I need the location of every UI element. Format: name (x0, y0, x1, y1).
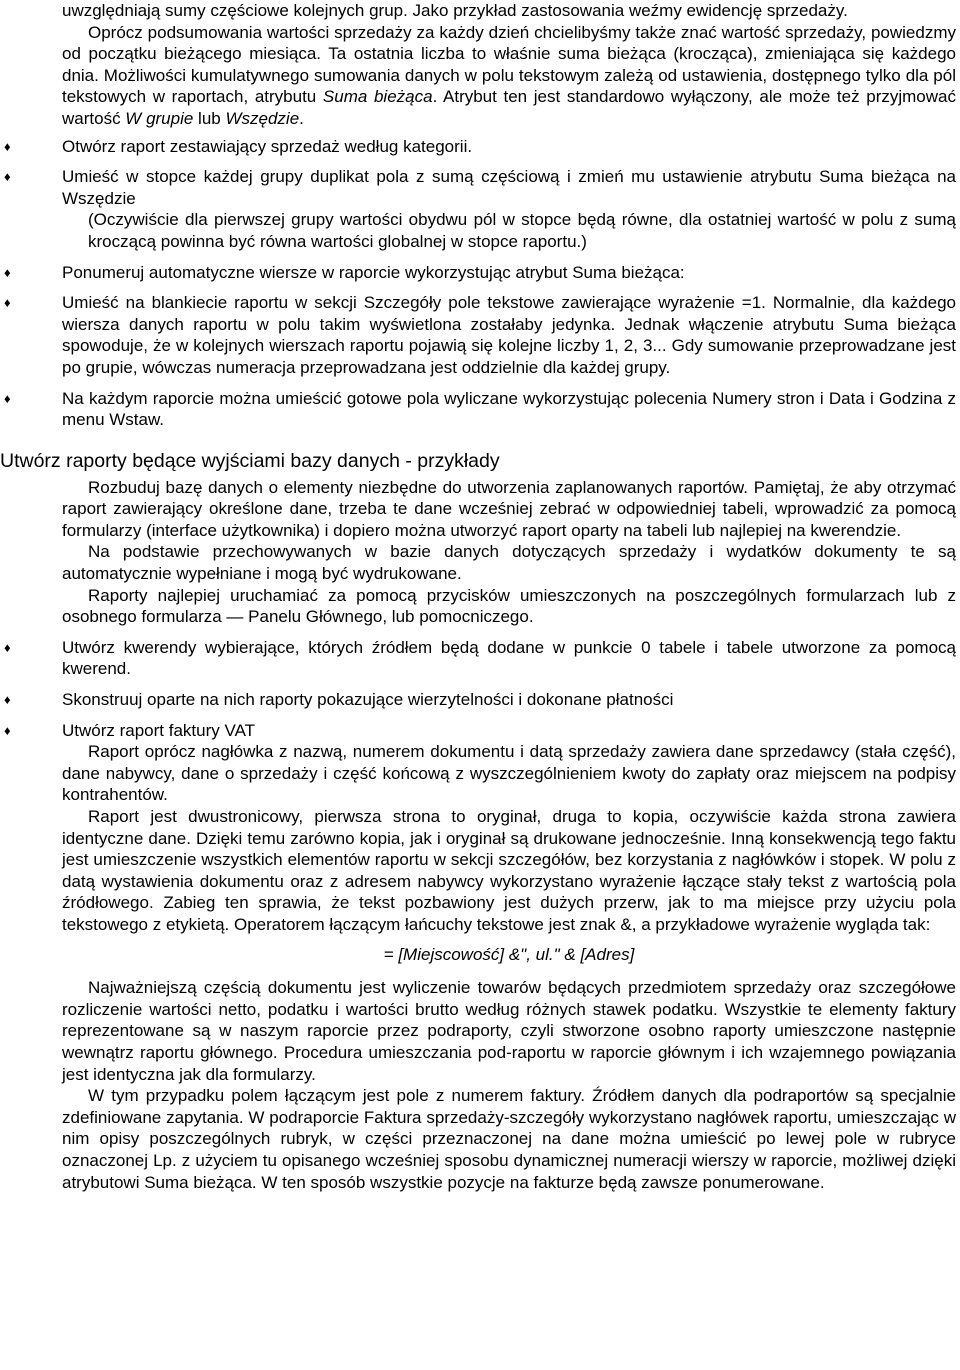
bullet-item-2-note: (Oczywiście dla pierwszej grupy wartości obydwu pól w stopce będą równe, dla ostatniej wartość w polu z sumą kroczącą powinna być równa wartości globalnej w stopce raportu.) (88, 210, 956, 251)
invoice-paragraph-1: Raport oprócz nagłówka z nazwą, numerem dokumentu i datą sprzedaży zawiera dane sprzedawcy (stała część), dane nabywcy, dane o sprzedaży i część końcową z wyszczególnieniem kwoty do zapłaty oraz miejscem na podpisy kontrahentów. (62, 742, 956, 805)
intro-paragraph-2 (62, 22, 956, 130)
section-paragraph-3: Raporty najlepiej uruchamiać za pomocą przycisków umieszczonych na poszczególnych formularzach lub z osobnego formularza — Panelu Głównego, lub pomocniczego. (62, 585, 956, 627)
value-wszedzie: Wszędzie (225, 108, 300, 128)
intro-text-mid: . Atrybut ten jest standardowo wyłączony, ale może też przyjmować wartość (62, 87, 956, 128)
expression-example: = [Miejscowość] &", ul." & [Adres] (383, 944, 635, 964)
bullet-item-7: ♦ Skonstruuj oparte na nich raporty pokazujące wierzytelności i dokonane płatności (62, 689, 956, 711)
bullet-item-1: ♦ Otwórz raport zestawiający sprzedaż według kategorii. (62, 136, 956, 158)
bullet-item-4: ♦ Umieść na blankiecie raportu w sekcji Szczegóły pole tekstowe zawierające wyrażenie =1. Normalnie, dla każdego wiersza danych raportu w polu takim wyświetlona zostałaby jedynka. Jednak włączenie atrybutu Suma bieżąca spowoduje, że w kolejnych wierszach raportu pojawią się kolejne liczby 1, 2, 3... Gdy sumowanie przeprowadzane jest po grupie, wówczas numeracja przeprowadzana jest oddzielnie dla każdej grupy. (62, 292, 956, 378)
section-heading: Utwórz raporty będące wyjściami bazy danych - przykłady (0, 449, 500, 472)
bullet-item-8: ♦ Utwórz raport faktury VAT (62, 720, 956, 742)
intro-text-end: . (299, 108, 304, 128)
attr-suma-biezaca: Suma bieżąca (322, 87, 433, 107)
bullet-item-3: ♦ Ponumeruj automatyczne wiersze w raporcie wykorzystując atrybut Suma bieżąca: (62, 262, 956, 284)
value-w-grupie: W grupie (125, 108, 194, 128)
bullet-item-5: ♦ Na każdym raporcie można umieścić gotowe pola wyliczane wykorzystując polecenia Numery stron i Data i Godzina z menu Wstaw. (62, 388, 956, 431)
invoice-paragraph-4: W tym przypadku polem łączącym jest pole z numerem faktury. Źródłem danych dla podraportów są specjalnie zdefiniowane zapytania. W podraporcie Faktura sprzedaży-szczegóły wykorzystano nagłówek raportu, umieszczając w nim opisy poszczególnych rubryk, w części przeznaczonej na dane można umieścić po lewej pole w rubryce oznaczonej Lp. z użyciem tu opisanego wcześniej sposobu dynamicznej numeracji wierszy w raporcie, możliwej dzięki atrybutowi Suma bieżąca. W ten sposób wszystkie pozycje na fakturze będą zawsze ponumerowane. (62, 1086, 956, 1192)
intro-paragraph-1: uwzględniają sumy częściowe kolejnych grup. Jako przykład zastosowania weźmy ewidencję sprzedaży. (62, 1, 848, 20)
bullet-item-6: ♦ Utwórz kwerendy wybierające, których źródłem będą dodane w punkcie 0 tabele i tabele utworzone za pomocą kwerend. (62, 637, 956, 680)
intro-text: Oprócz podsumowania wartości sprzedaży za każdy dzień chcielibyśmy także znać wartość sprzedaży, powiedzmy od początku bieżącego miesiąca. Ta ostatnia liczba to właśnie suma bieżąca (krocząca), zmieniająca się każdego dnia. Możliwości kumulatywnego sumowania danych w polu tekstowym zależą od ustawienia, dostępnego tylko dla pól tekstowych w raportach, atrybutu (62, 22, 956, 107)
invoice-paragraph-2: Raport jest dwustronicowy, pierwsza strona to oryginał, druga to kopia, oczywiście każda strona zawiera identyczne dane. Dzięki temu zarówno kopia, jak i oryginał są drukowane jednocześnie. Inną konsekwencją tego faktu jest umieszczenie wszystkich elementów raportu w sekcji szczegółów, bez korzystania z nagłówków i stopek. W polu z datą wystawienia dokumentu oraz z adresem nabywcy wykorzystano wyrażenie łączące stały tekst z wartością pola źródłowego. Zabieg ten sprawia, że tekst pozbawiony jest dużych przerw, jak to ma miejsce przy użyciu pola tekstowego z etykietą. Operatorem łączącym łańcuchy tekstowe jest znak &, a przykładowe wyrażenie wygląda tak: (62, 807, 956, 934)
bullet-item-2: ♦ Umieść w stopce każdej grupy duplikat pola z sumą częściową i zmień mu ustawienie atrybutu Suma bieżąca na Wszędzie (62, 166, 956, 209)
section-paragraph-2: Na podstawie przechowywanych w bazie danych dotyczących sprzedaży i wydatków dokumenty te są automatycznie wypełniane i mogą być wydrukowane. (62, 542, 956, 584)
invoice-paragraph-3: Najważniejszą częścią dokumentu jest wyliczenie towarów będących przedmiotem sprzedaży oraz szczegółowe rozliczenie wartości netto, podatku i wartości brutto według różnych stawek podatku. Wszystkie te elementy faktury reprezentowane są w naszym raporcie przez podraporty, czyli stworzone osobno raporty umieszczone następnie wewnątrz raportu głównego. Procedura umieszczania pod-raportu w raporcie głównym i ich wzajemnego powiązania jest identyczna jak dla formularzy. (62, 978, 956, 1084)
intro-text-or: lub (193, 108, 226, 128)
section-paragraph-1: Rozbuduj bazę danych o elementy niezbędne do utworzenia zaplanowanych raportów. Pamiętaj, że aby otrzymać raport zawierający określone dane, trzeba te dane wcześniej zebrać w odpowiedniej tabeli, wprowadzić za pomocą formularzy (interface użytkownika) i dopiero można utworzyć raport oparty na tabeli lub najlepiej na kwerendzie. (62, 477, 956, 540)
